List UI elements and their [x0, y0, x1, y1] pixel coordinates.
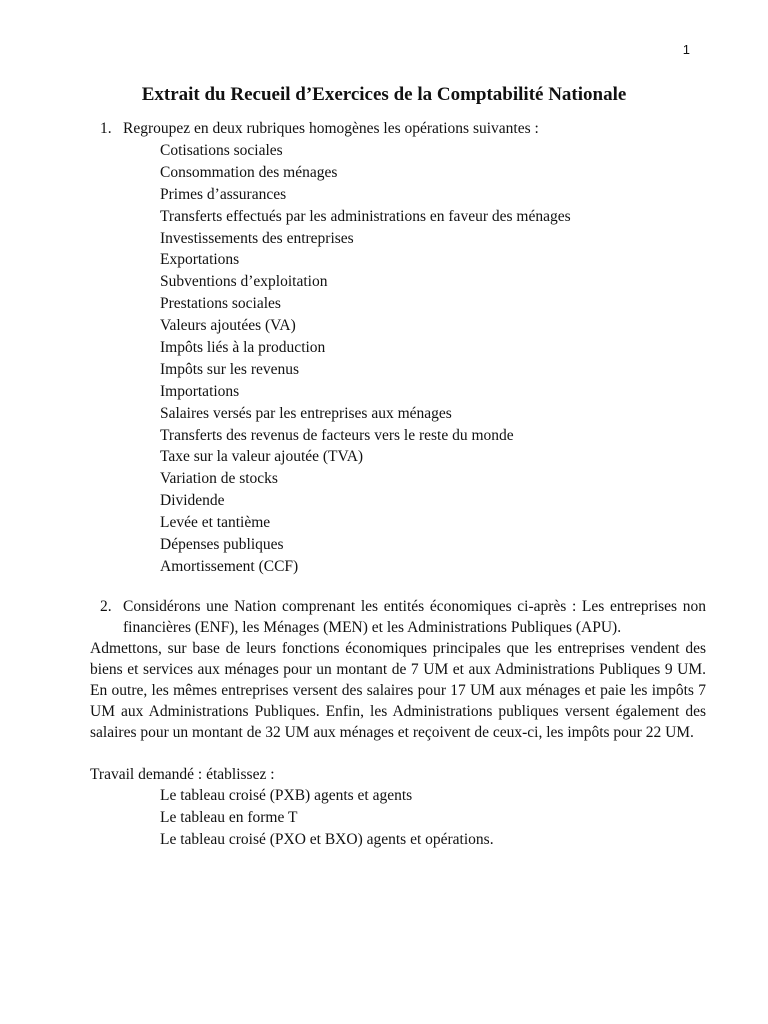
list-item: Consommation des ménages — [160, 163, 338, 181]
list-item: Impôts sur les revenus — [160, 360, 300, 378]
list-item: Exportations — [160, 251, 240, 269]
list-item: Le tableau croisé (PXO et BXO) agents et opérations. — [160, 831, 494, 848]
list-item: Salaires versés par les entreprises aux ménages — [160, 404, 452, 422]
task-list — [90, 785, 706, 851]
list-item: Importations — [160, 382, 240, 400]
operations-list — [90, 140, 710, 578]
list-item: Le tableau croisé (PXB) agents et agents — [160, 787, 413, 804]
list-item: Transferts des revenus de facteurs vers le reste du monde — [160, 426, 514, 444]
list-item: Transferts effectués par les administrations en faveur des ménages — [160, 207, 571, 225]
question-2 — [90, 596, 706, 851]
question-2-body: Admettons, sur base de leurs fonctions économiques principales que les entreprises vendent des biens et services aux ménages pour un montant de 7 UM et aux Administrations Publiques 9 UM. En outre, les mêmes entreprises versent des salaires pour 17 UM aux ménages et paie les impôts 7 UM aux Administrations Publiques. Enfin, les Administrations publiques versent également des salaires pour un montant de 32 UM aux ménages et reçoivent de ceux-ci, les impôts pour 22 UM. — [90, 640, 706, 741]
list-item: Impôts liés à la production — [160, 339, 326, 357]
question-2-intro: Considérons une Nation comprenant les entités économiques ci-après : Les entreprises non financières (ENF), les Ménages (MEN) et les Administrations Publiques (APU). — [123, 598, 706, 636]
list-item: Le tableau en forme T — [160, 809, 298, 826]
task-label: Travail demandé : établissez : — [90, 766, 275, 783]
question-1-number: 1. — [100, 120, 112, 137]
question-1-prompt: Regroupez en deux rubriques homogènes les opérations suivantes : — [123, 120, 539, 137]
list-item: Investissements des entreprises — [160, 229, 354, 247]
list-item: Primes d’assurances — [160, 185, 287, 203]
question-1-header — [90, 118, 710, 140]
list-item: Prestations sociales — [160, 295, 281, 313]
list-item: Variation de stocks — [160, 470, 278, 488]
list-item: Levée et tantième — [160, 514, 271, 532]
list-item: Taxe sur la valeur ajoutée (TVA) — [160, 448, 364, 466]
list-item: Valeurs ajoutées (VA) — [160, 317, 296, 335]
list-item: Amortissement (CCF) — [160, 557, 299, 575]
list-item: Dépenses publiques — [160, 536, 284, 554]
document-title: Extrait du Recueil d’Exercices de la Comptabilité Nationale — [141, 84, 627, 105]
question-1 — [90, 118, 710, 578]
question-2-number: 2. — [100, 598, 112, 615]
list-item: Dividende — [160, 492, 225, 510]
page-number: 1 — [682, 42, 690, 57]
list-item: Cotisations sociales — [160, 142, 283, 159]
list-item: Subventions d’exploitation — [160, 273, 328, 291]
question-2-header — [90, 596, 706, 638]
